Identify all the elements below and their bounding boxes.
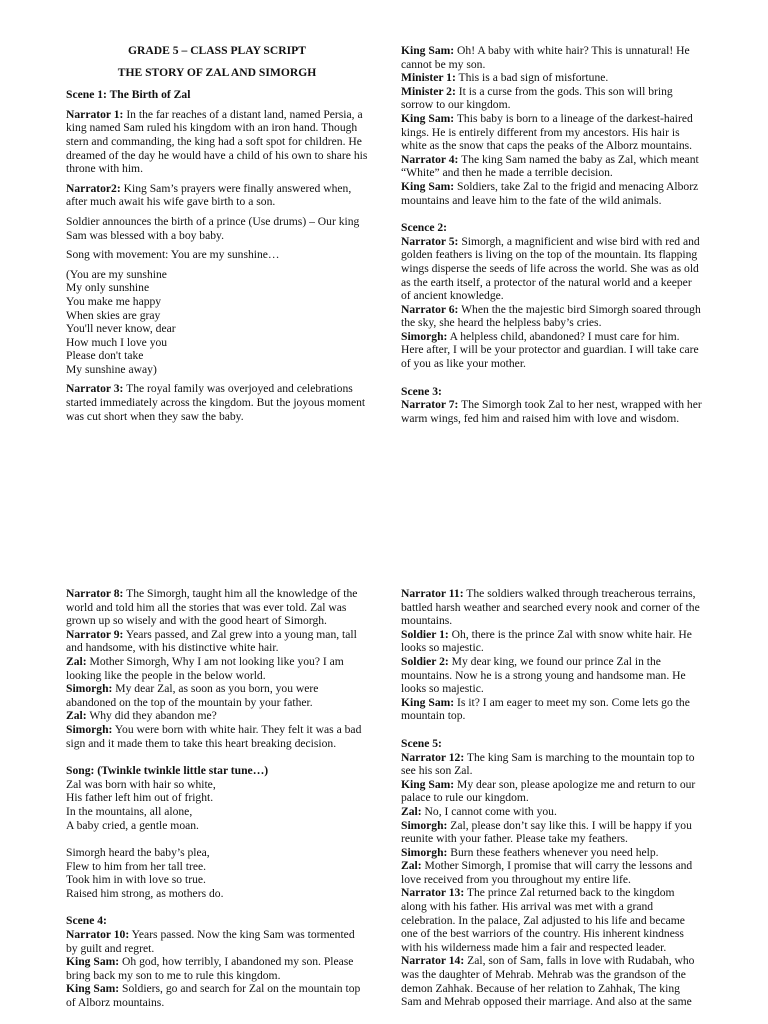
script-line: [401, 751, 703, 778]
speaker: Simorgh:: [66, 682, 113, 696]
lyric-line: Took him in with love so true.: [66, 873, 206, 887]
speaker: King Sam:: [401, 44, 455, 57]
script-line: [401, 44, 703, 71]
script-line: [401, 71, 703, 85]
script-line: [401, 886, 703, 954]
script-line: [401, 587, 703, 628]
lyric-line: Flew to him from her tall tree.: [66, 859, 207, 873]
dialogue: Simorgh, a magnificient and wise bird with red and golden feathers is living on the top of the mountain. Its flapping wings disperse the seeds of life across the world. She was as old as the earth itself, a protector of the natural world and a keeper of ancient knowledge.: [401, 234, 700, 303]
lyric-line: You make me happy: [66, 294, 162, 308]
speaker: Narrator 7:: [401, 398, 459, 412]
speaker: Zal:: [401, 859, 422, 873]
dialogue: A helpless child, abandoned? I must care for him. Here after, I will be your protector and guardian. I will take care of you as like your mother.: [401, 329, 699, 371]
speaker: King Sam:: [66, 982, 120, 996]
script-line: [401, 180, 703, 207]
script-line: [66, 955, 368, 982]
speaker: Narrator 11:: [401, 587, 464, 600]
dialogue: Zal, son of Sam, falls in love with Rudabah, who was the daughter of Mehrab. Mehrab was the grandson of the demon Zahhak. Because of her relation to Zahhak, The king Sam and Mehrab opposed their marriage. And also at the same: [401, 954, 695, 1009]
speaker: Narrator2:: [66, 181, 121, 195]
script-line: [401, 398, 703, 425]
dialogue: Oh god, how terribly, I abandoned my son. Please bring back my son to me to rule this kingdom.: [66, 955, 354, 982]
script-line: [401, 303, 703, 330]
dialogue: Is it? I am eager to meet my son. Come lets go the mountain top.: [401, 695, 690, 723]
speaker: Simorgh:: [401, 329, 448, 343]
lyric-line: My sunshine away): [66, 362, 157, 376]
script-line: [66, 655, 368, 682]
script-line: [401, 628, 703, 655]
lyric-line: How much I love you: [66, 335, 168, 349]
dialogue: This baby is born to a lineage of the darkest-haired kings. He is entirely different from my ancestors. His hair is white as the snow that caps the peaks of the Alborz mountains.: [401, 111, 693, 153]
dialogue: The king Sam named the baby as Zal, which meant “White” and then he made a terrible decision.: [401, 152, 699, 180]
dialogue: In the far reaches of a distant land, named Persia, a king named Sam ruled his kingdom with an iron hand. Though stern and commanding, the king had a soft spot for children. He dreamed of the day he would have a child of his own to share his throne with him.: [66, 107, 368, 176]
column-3: [66, 587, 368, 1010]
speaker: King Sam:: [401, 777, 455, 791]
song-stanza-2: [66, 846, 368, 900]
dialogue: My dear son, please apologize me and return to our palace to rule our kingdom.: [401, 777, 696, 805]
speaker: Simorgh:: [66, 722, 113, 736]
scene-heading: Scene 4:: [66, 914, 107, 928]
speaker: Narrator 6:: [401, 302, 459, 316]
script-line: [66, 723, 368, 750]
script-line: [401, 655, 703, 696]
script-line: [66, 108, 368, 176]
speaker: Simorgh:: [401, 845, 448, 859]
lyric-line: My only sunshine: [66, 281, 150, 295]
speaker: King Sam:: [66, 955, 120, 969]
script-line: [66, 709, 368, 723]
column-4: [401, 587, 703, 1009]
lyric-line: Please don't take: [66, 349, 144, 363]
play-title: THE STORY OF ZAL AND SIMORGH: [117, 65, 317, 79]
dialogue: You were born with white hair. They felt it was a bad sign and it made them to take this heart breaking decision.: [66, 722, 362, 750]
dialogue: No, I cannot come with you.: [421, 804, 557, 818]
dialogue: The Simorgh, taught him all the knowledge of the world and told him all the stories that was ever told. Zal was grown up so wisely and with the good heart of Simorgh.: [66, 587, 358, 628]
dialogue: The royal family was overjoyed and celebrations started immediately across the kingdom. But the joyous moment was cut short when they saw the baby.: [66, 382, 366, 423]
speaker: Narrator 8:: [66, 587, 124, 600]
script-line: [401, 819, 703, 846]
script-line: [66, 382, 368, 423]
speaker: Narrator 13:: [401, 886, 465, 900]
lyric-line: You'll never know, dear: [66, 322, 176, 336]
script-line: [66, 682, 368, 709]
dialogue: My dear king, we found our prince Zal in the mountains. Now he is a strong young and handsome man. He looks so majestic.: [401, 654, 686, 696]
script-line: [66, 182, 368, 209]
dialogue: The Simorgh took Zal to her nest, wrapped with her warm wings, fed him and raised him with love and wisdom.: [401, 398, 702, 425]
scene-heading: Scene 1: The Birth of Zal: [66, 88, 191, 102]
speaker: Narrator 5:: [401, 234, 459, 248]
script-line: [401, 112, 703, 153]
song-stanza-1: [66, 778, 368, 832]
lyric-line: His father left him out of fright.: [66, 791, 214, 805]
lyric-line: (You are my sunshine: [66, 267, 167, 281]
speaker: Zal:: [66, 654, 87, 668]
script-line: [66, 628, 368, 655]
speaker: Minister 1:: [401, 71, 456, 85]
speaker: Narrator 1:: [66, 107, 124, 121]
dialogue: Mother Simorgh, Why I am not looking like you? I am looking like the people in the below world.: [66, 654, 344, 682]
script-line: [401, 954, 703, 1008]
dialogue: Oh, there is the prince Zal with snow white hair. He looks so majestic.: [401, 627, 692, 655]
lyric-line: In the mountains, all alone,: [66, 804, 193, 818]
dialogue: Burn these feathers whenever you need help.: [447, 845, 659, 859]
dialogue: Soldiers, go and search for Zal on the mountain top of Alborz mountains.: [66, 982, 361, 1010]
dialogue: This is a bad sign of misfortune.: [455, 71, 609, 85]
script-line: [401, 235, 703, 303]
dialogue: Years passed, and Zal grew into a young man, tall and handsome, with his distinctive white hair.: [66, 627, 357, 655]
lyric-line: A baby cried, a gentle moan.: [66, 818, 199, 832]
speaker: Narrator 4:: [401, 152, 459, 166]
stage-direction: Soldier announces the birth of a prince (Use drums) – Our king Sam was blessed with a boy baby.: [66, 214, 360, 242]
column-2: [401, 44, 703, 425]
script-line: [401, 778, 703, 805]
speaker: Minister 2:: [401, 84, 456, 98]
dialogue: When the the majestic bird Simorgh soared through the sky, she heard the helpless baby’s cries.: [401, 302, 701, 330]
speaker: Zal:: [66, 709, 87, 723]
script-line: [401, 805, 703, 819]
script-line: [401, 153, 703, 180]
song-lyrics: [66, 268, 368, 377]
speaker: King Sam:: [401, 179, 455, 193]
dialogue: Why did they abandon me?: [86, 709, 217, 723]
lyric-line: When skies are gray: [66, 308, 161, 322]
dialogue: The soldiers walked through treacherous terrains, battled harsh weather and searched every nook and corner of the mountains.: [401, 587, 700, 628]
lyric-line: Raised him strong, as mothers do.: [66, 886, 224, 900]
script-line: [66, 928, 368, 955]
dialogue: Years passed. Now the king Sam was tormented by guilt and regret.: [66, 928, 355, 955]
dialogue: Oh! A baby with white hair? This is unnatural! He cannot be my son.: [401, 44, 690, 71]
script-line: [66, 982, 368, 1009]
speaker: Soldier 1:: [401, 627, 449, 641]
dialogue: Soldiers, take Zal to the frigid and menacing Alborz mountains and leave him to the fate of the wild animals.: [401, 179, 699, 207]
speaker: Narrator 12:: [401, 750, 465, 764]
script-line: [401, 696, 703, 723]
speaker: Narrator 14:: [401, 954, 465, 968]
speaker: Soldier 2:: [401, 654, 449, 668]
dialogue: My dear Zal, as soon as you born, you were abandoned on the top of the mountain by your father.: [66, 682, 319, 709]
script-line: [401, 330, 703, 371]
script-line: [66, 587, 368, 628]
dialogue: Mother Simorgh, I promise that will carry the lessons and love received from you throughout my entire life.: [401, 859, 693, 886]
page-title: GRADE 5 – CLASS PLAY SCRIPT: [128, 44, 306, 57]
song-title: Song: (Twinkle twinkle little star tune…): [66, 764, 269, 778]
scene-heading: Scence 2:: [401, 221, 448, 235]
speaker: King Sam:: [401, 695, 455, 709]
speaker: Narrator 3:: [66, 382, 124, 396]
dialogue: King Sam’s prayers were finally answered when, after much await his wife gave birth to a son.: [66, 181, 352, 209]
script-line: [401, 846, 703, 860]
dialogue: It is a curse from the gods. This son will bring sorrow to our kingdom.: [401, 84, 673, 112]
speaker: Narrator 10:: [66, 928, 130, 942]
dialogue: The prince Zal returned back to the kingdom along with his father. His arrival was met with a grand celebration. In the palace, Zal adjusted to his life and became one of the best warriors of the country. His inherent kindness with his wilderness made him a fair and respected leader.: [401, 886, 685, 954]
scene-heading: Scene 3:: [401, 384, 442, 398]
speaker: Simorgh:: [401, 818, 448, 832]
scene-heading: Scene 5:: [401, 736, 442, 750]
script-line: [401, 859, 703, 886]
dialogue: The king Sam is marching to the mountain top to see his son Zal.: [401, 750, 695, 778]
column-1: [66, 44, 368, 423]
speaker: Narrator 9:: [66, 627, 124, 641]
speaker: Zal:: [401, 804, 422, 818]
lyric-line: Simorgh heard the baby’s plea,: [66, 846, 210, 860]
song-intro: Song with movement: You are my sunshine…: [66, 248, 280, 262]
speaker: King Sam:: [401, 111, 455, 125]
dialogue: Zal, please don’t say like this. I will be happy if you reunite with your father. Please take my feathers.: [401, 818, 692, 846]
script-line: [401, 85, 703, 112]
lyric-line: Zal was born with hair so white,: [66, 777, 216, 791]
